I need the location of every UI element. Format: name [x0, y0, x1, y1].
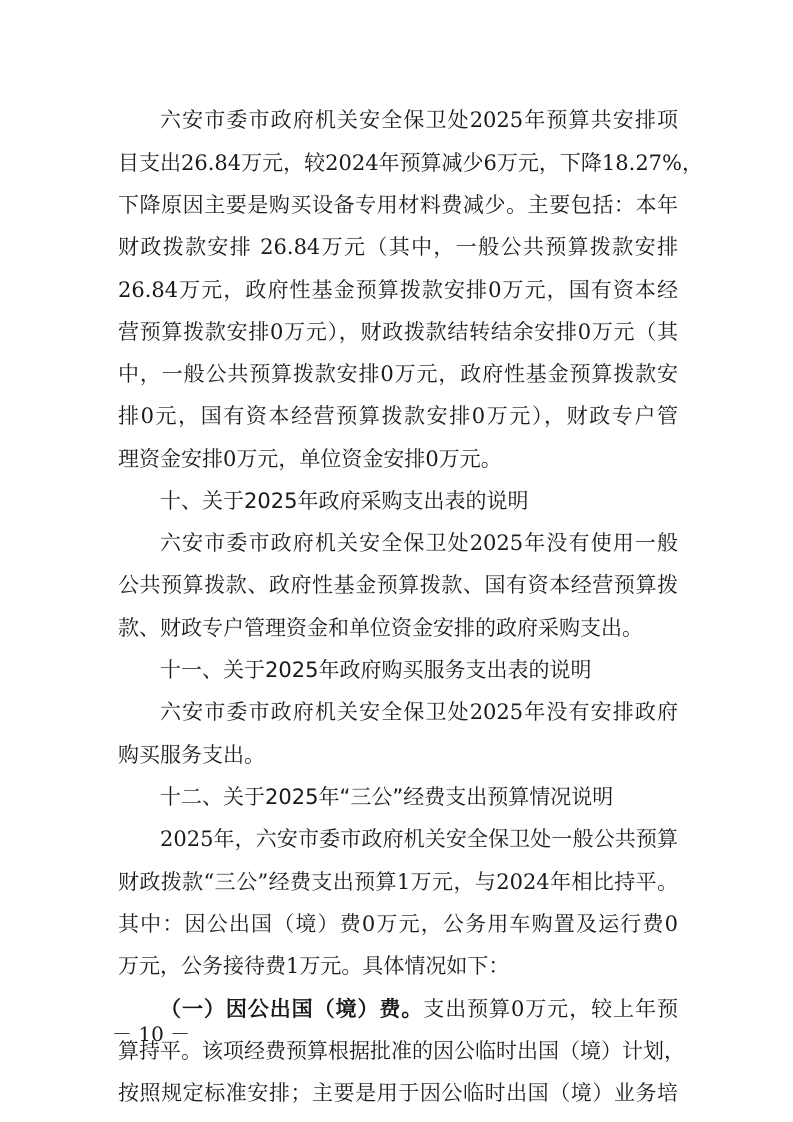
paragraph-text: 支出预算0万元，较上年预 [423, 997, 678, 1021]
paragraph-line: 公共预算拨款、政府性基金预算拨款、国有资本经营预算拨 [118, 573, 678, 597]
paragraph-line: 购买服务支出。 [118, 743, 265, 767]
paragraph-line: 财政拨款“三公”经费支出预算1万元，与2024年相比持平。 [118, 870, 678, 894]
paragraph-line: 目支出26.84万元，较2024年预算减少6万元，下降18.27%， [118, 151, 703, 175]
paragraph-line: 万元，公务接待费1万元。具体情况如下： [118, 954, 510, 978]
paragraph-line: 2025年，六安市委市政府机关安全保卫处一般公共预算 [160, 827, 678, 851]
paragraph-line: 六安市委市政府机关安全保卫处2025年预算共安排项 [160, 108, 678, 132]
paragraph-line [160, 991, 678, 1027]
paragraph-line: 六安市委市政府机关安全保卫处2025年没有使用一般 [160, 531, 678, 555]
paragraph-line: 算持平。该项经费预算根据批准的因公临时出国（境）计划， [118, 1039, 685, 1063]
section-heading-11: 十一、关于2025年政府购买服务支出表的说明 [160, 658, 592, 682]
paragraph-line: 按照规定标准安排；主要是用于因公临时出国（境）业务培 [118, 1081, 678, 1105]
paragraph-line: 排0元，国有资本经营预算拨款安排0万元），财政专户管 [118, 404, 678, 428]
paragraph-line: 中，一般公共预算拨款安排0万元，政府性基金预算拨款安 [118, 362, 678, 386]
paragraph-line: 下降原因主要是购买设备专用材料费减少。主要包括：本年 [118, 193, 678, 217]
paragraph-line: 26.84万元，政府性基金预算拨款安排0万元，国有资本经 [118, 278, 678, 302]
paragraph-line: 营预算拨款安排0万元），财政拨款结转结余安排0万元（其 [118, 320, 678, 344]
paragraph-line: 六安市委市政府机关安全保卫处2025年没有安排政府 [160, 700, 678, 724]
section-heading-12: 十二、关于2025年“三公”经费支出预算情况说明 [160, 785, 614, 809]
paragraph-line: 理资金安排0万元，单位资金安排0万元。 [118, 447, 502, 471]
paragraph-line: 款、财政专户管理资金和单位资金安排的政府采购支出。 [118, 616, 643, 640]
section-heading-10: 十、关于2025年政府采购支出表的说明 [160, 489, 529, 513]
subsection-lead: （一）因公出国（境）费。 [160, 997, 424, 1021]
page-number: － 10 － [112, 1022, 191, 1046]
paragraph-line: 财政拨款安排 26.84万元（其中，一般公共预算拨款安排 [118, 235, 678, 259]
paragraph-line: 其中：因公出国（境）费0万元，公务用车购置及运行费0 [118, 912, 678, 936]
